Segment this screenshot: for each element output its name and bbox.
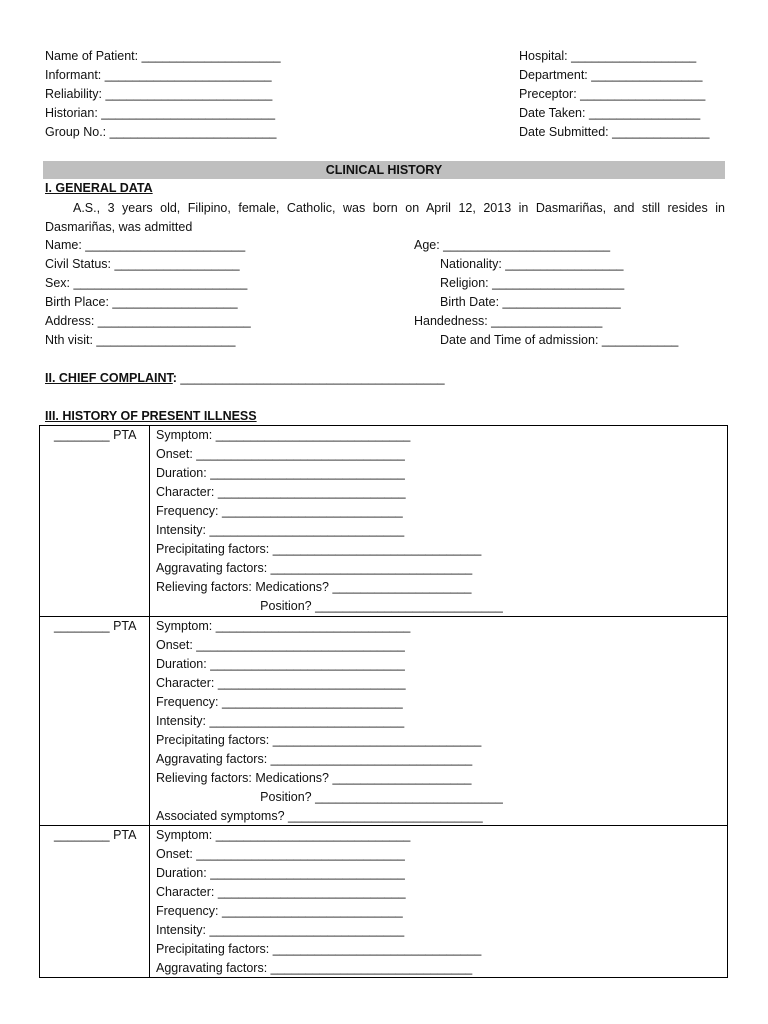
aggravating-factors-field[interactable]: Aggravating factors: _____________________________ [156, 961, 473, 975]
intensity-field[interactable]: Intensity: ____________________________ [156, 714, 405, 728]
field-label: Department: [519, 68, 588, 82]
symptom-fields [156, 619, 503, 828]
hpi-heading: III. HISTORY OF PRESENT ILLNESS [45, 409, 257, 423]
aggravating-factors-field[interactable]: Aggravating factors: _____________________________ [156, 752, 473, 766]
field-blank[interactable]: __________________ [571, 49, 697, 63]
field-label: Historian: [45, 106, 98, 120]
field-label: Preceptor: [519, 87, 577, 101]
religion-field[interactable]: Religion: ___________________ [440, 276, 625, 290]
sex-field[interactable]: Sex: _________________________ [45, 276, 248, 290]
field-label: Informant: [45, 68, 102, 82]
row-divider [149, 826, 150, 977]
duration-field[interactable]: Duration: ____________________________ [156, 466, 405, 480]
field-label: Reliability: [45, 87, 102, 101]
nth-visit-field[interactable]: Nth visit: ____________________ [45, 333, 236, 347]
patient-name-field[interactable] [45, 49, 281, 64]
precipitating-factors-field[interactable]: Precipitating factors: ______________________________ [156, 733, 482, 747]
precipitating-factors-field[interactable]: Precipitating factors: ______________________________ [156, 942, 482, 956]
field-label: Group No.: [45, 125, 107, 139]
field-blank[interactable]: ________________________ [109, 125, 277, 139]
duration-field[interactable]: Duration: ____________________________ [156, 657, 405, 671]
frequency-field[interactable]: Frequency: __________________________ [156, 695, 403, 709]
admission-datetime-field[interactable]: Date and Time of admission: ___________ [440, 333, 679, 347]
symptom-fields [156, 428, 503, 618]
relieving-factors-field[interactable]: Relieving factors: Medications? ____________________ [156, 580, 472, 594]
field-blank[interactable]: _________________________ [101, 106, 276, 120]
date-submitted-field[interactable] [519, 125, 709, 140]
symptom-field[interactable]: Symptom: ____________________________ [156, 619, 411, 633]
chief-complaint-label: II. CHIEF COMPLAINT [45, 371, 173, 385]
intensity-field[interactable]: Intensity: ____________________________ [156, 523, 405, 537]
field-blank[interactable]: ________________ [591, 68, 703, 82]
row-divider [149, 617, 150, 825]
chief-complaint-field[interactable] [45, 371, 445, 386]
intensity-field[interactable]: Intensity: ____________________________ [156, 923, 405, 937]
associated-symptoms-field[interactable]: Associated symptoms? ____________________________ [156, 809, 483, 823]
field-label: Date Submitted: [519, 125, 609, 139]
field-blank[interactable]: ________________________ [104, 68, 272, 82]
birth-date-field[interactable]: Birth Date: _________________ [440, 295, 621, 309]
department-field[interactable] [519, 68, 703, 83]
pta-blank[interactable]: ________ PTA [54, 428, 137, 442]
onset-field[interactable]: Onset: ______________________________ [156, 847, 405, 861]
aggravating-factors-field[interactable]: Aggravating factors: _____________________________ [156, 561, 473, 575]
age-field[interactable]: Age: ________________________ [414, 238, 611, 252]
precipitating-factors-field[interactable]: Precipitating factors: ______________________________ [156, 542, 482, 556]
duration-field[interactable]: Duration: ____________________________ [156, 866, 405, 880]
field-label: Name of Patient: [45, 49, 139, 63]
informant-field[interactable] [45, 68, 272, 83]
date-taken-field[interactable] [519, 106, 700, 121]
relieving-factors-field[interactable]: Relieving factors: Medications? ____________________ [156, 771, 472, 785]
general-data-paragraph: A.S., 3 years old, Filipino, female, Catholic, was born on April 12, 2013 in Dasmariñas, and still resides in Dasmariñas, was admitted [45, 201, 725, 234]
hpi-row [39, 425, 728, 617]
handedness-field[interactable]: Handedness: ________________ [414, 314, 603, 328]
frequency-field[interactable]: Frequency: __________________________ [156, 904, 403, 918]
name-field[interactable]: Name: _______________________ [45, 238, 246, 252]
position-field[interactable]: Position? ___________________________ [156, 599, 503, 613]
nationality-field[interactable]: Nationality: _________________ [440, 257, 624, 271]
reliability-field[interactable] [45, 87, 272, 102]
chief-complaint-colon: : [172, 371, 177, 385]
character-field[interactable]: Character: ___________________________ [156, 885, 406, 899]
field-label: Hospital: [519, 49, 568, 63]
character-field[interactable]: Character: ___________________________ [156, 485, 406, 499]
birth-place-field[interactable]: Birth Place: __________________ [45, 295, 238, 309]
field-blank[interactable]: ________________ [588, 106, 701, 120]
character-field[interactable]: Character: ___________________________ [156, 676, 406, 690]
group-no-field[interactable] [45, 125, 276, 140]
symptom-fields [156, 828, 481, 980]
address-field[interactable]: Address: ______________________ [45, 314, 251, 328]
general-data-heading: I. GENERAL DATA [45, 181, 153, 195]
row-divider [149, 426, 150, 616]
field-blank[interactable]: ______________ [612, 125, 710, 139]
hpi-row [39, 616, 728, 826]
onset-field[interactable]: Onset: ______________________________ [156, 447, 405, 461]
pta-blank[interactable]: ________ PTA [54, 619, 137, 633]
symptom-field[interactable]: Symptom: ____________________________ [156, 428, 411, 442]
historian-field[interactable] [45, 106, 275, 121]
symptom-field[interactable]: Symptom: ____________________________ [156, 828, 411, 842]
preceptor-field[interactable] [519, 87, 705, 102]
field-label: Date Taken: [519, 106, 586, 120]
field-blank[interactable]: __________________ [580, 87, 706, 101]
pta-blank[interactable]: ________ PTA [54, 828, 137, 842]
field-blank[interactable]: ________________________ [105, 87, 273, 101]
civil-status-field[interactable]: Civil Status: __________________ [45, 257, 240, 271]
position-field[interactable]: Position? ___________________________ [156, 790, 503, 804]
chief-complaint-blank[interactable]: ______________________________________ [176, 371, 445, 385]
onset-field[interactable]: Onset: ______________________________ [156, 638, 405, 652]
hpi-row [39, 825, 728, 978]
clinical-history-bar: CLINICAL HISTORY [43, 161, 725, 179]
frequency-field[interactable]: Frequency: __________________________ [156, 504, 403, 518]
field-blank[interactable]: ____________________ [141, 49, 281, 63]
hospital-field[interactable] [519, 49, 696, 64]
